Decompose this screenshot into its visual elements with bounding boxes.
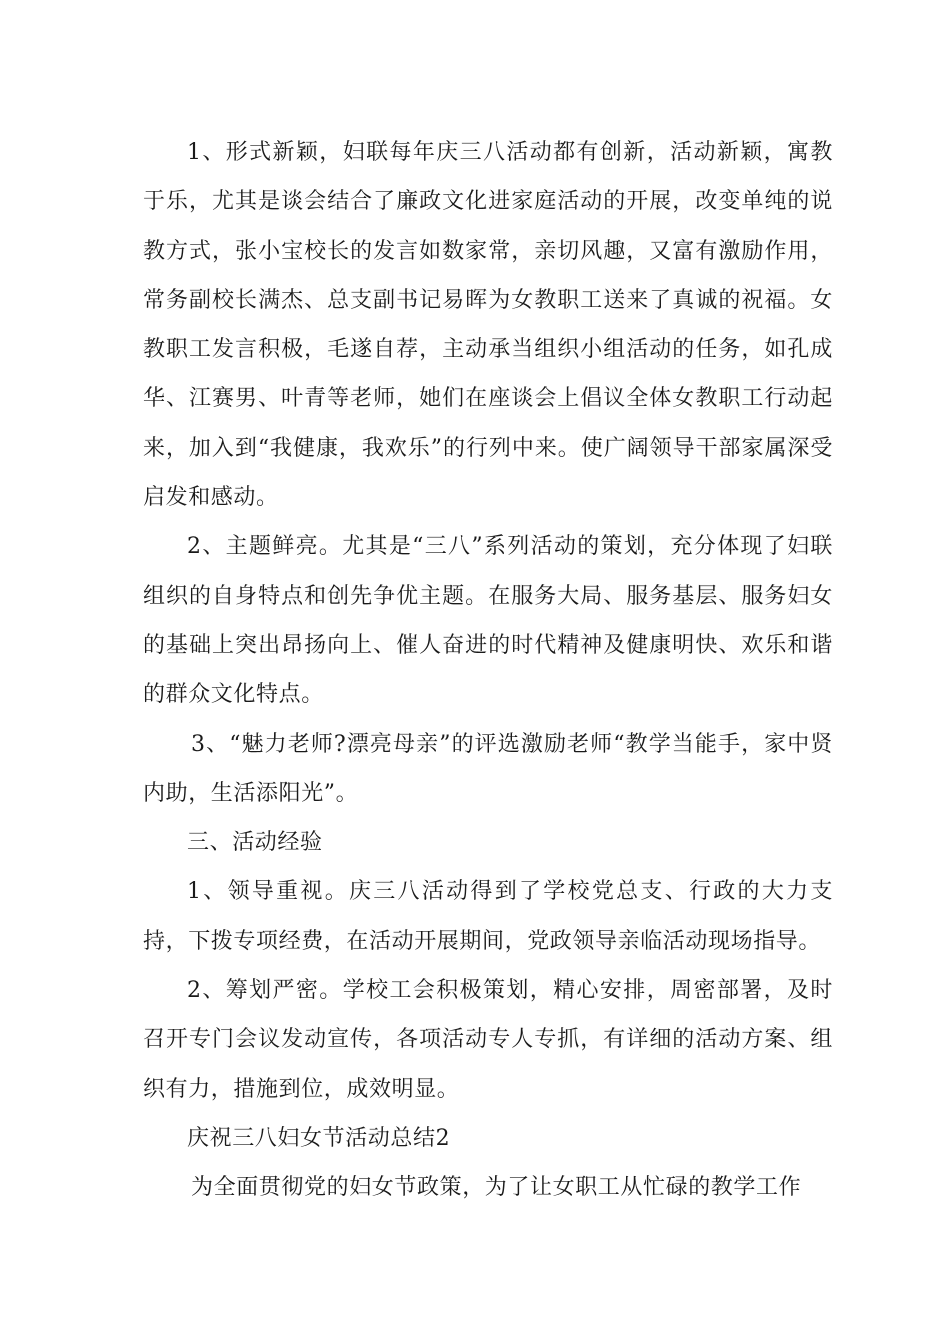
document-body [143,128,833,1213]
paragraph-leadership: 1、领导重视。庆三八活动得到了学校党总支、行政的大力支持，下拨专项经费，在活动开展期间，党政领导亲临活动现场指导。 [143,879,833,954]
section-heading-summary-2: 庆祝三八妇女节活动总结2 [187,1125,451,1151]
section-heading-experience: 三、活动经验 [187,830,323,856]
paragraph-theme-bright: 2、主题鲜亮。尤其是“三八”系列活动的策划，充分体现了妇联组织的自身特点和创先争优主题。在服务大局、服务基层、服务妇女的基础上突出昂扬向上、催人奋进的时代精神及健康明快、欢乐和谐的群众文化特点。 [143,534,833,708]
paragraph-policy-intro: 为全面贯彻党的妇女节政策，为了让女职工从忙碌的教学工作 [191,1175,802,1201]
paragraph-charm-teacher: 3、“魅力老师?漂亮母亲”的评选激励老师“教学当能手，家中贤内助，生活添阳光”。 [143,731,833,806]
paragraph-planning: 2、筹划严密。学校工会积极策划，精心安排，周密部署，及时召开专门会议发动宣传，各项活动专人专抓，有详细的活动方案、组织有力，措施到位，成效明显。 [143,978,833,1102]
paragraph-form-novel: 1、形式新颖，妇联每年庆三八活动都有创新，活动新颖，寓教于乐，尤其是谈会结合了廉政文化进家庭活动的开展，改变单纯的说教方式，张小宝校长的发言如数家常，亲切风趣，又富有激励作用，常务副校长满杰、总支副书记易晖为女教职工送来了真诚的祝福。女教职工发言积极，毛遂自荐，主动承当组织小组活动的任务，如孔成华、江赛男、叶青等老师，她们在座谈会上倡议全体女教职工行动起来，加入到“我健康，我欢乐”的行列中来。使广阔领导干部家属深受启发和感动。 [143,140,833,511]
